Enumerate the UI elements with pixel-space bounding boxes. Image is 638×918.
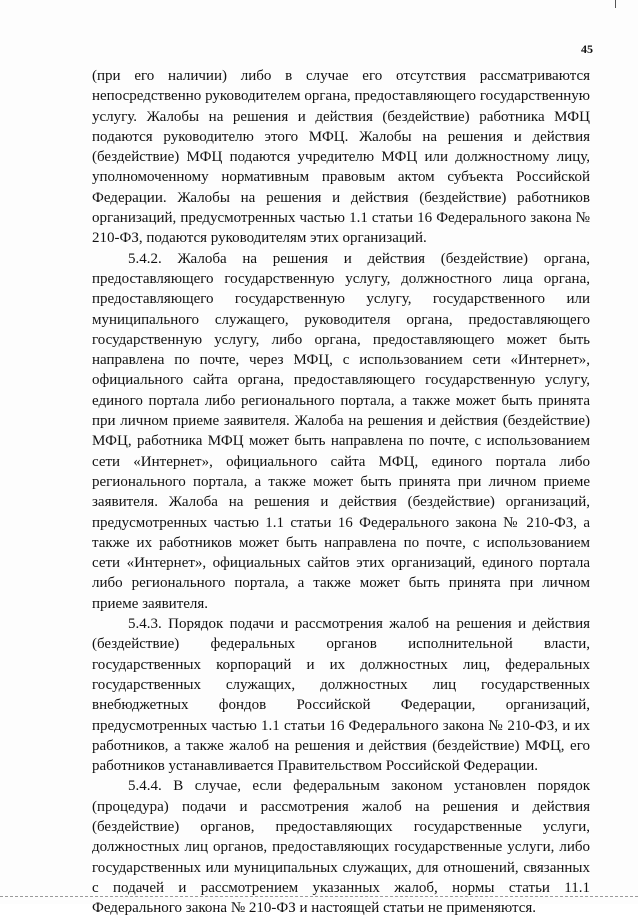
document-body [92, 66, 590, 918]
page-number: 45 [581, 42, 593, 56]
paragraph-5-4-2: 5.4.2. Жалоба на решения и действия (бездействие) органа, предоставляющего государственную услугу, должностного лица органа, предоставляющего государственную услугу, государственного или муниципального служащего, руководителя органа, предоставляющего государственную услугу, либо органа, предоставляющего может быть направлена по почте, через МФЦ, с использованием сети «Интернет», официального сайта органа, предоставляющего государственную услугу, единого портала либо регионального портала, а также может быть принята при личном приеме заявителя. Жалоба на решения и действия (бездействие) МФЦ, работника МФЦ может быть направлена по почте, с использованием сети «Интернет», официального сайта МФЦ, единого портала либо регионального портала, а также может быть принята при личном приеме заявителя. Жалоба на решения и действия (бездействие) организаций, предусмотренных частью 1.1 статьи 16 Федерального закона № 210-ФЗ, а также их работников может быть направлена по почте, с использованием сети «Интернет», официальных сайтов этих организаций, единого портала либо регионального портала, а также может быть принята при личном приеме заявителя. [92, 250, 590, 612]
paragraph-5-4-3: 5.4.3. Порядок подачи и рассмотрения жалоб на решения и действия (бездействие) федеральных органов исполнительной власти, государственных корпораций и их должностных лиц, федеральных государственных служащих, должностных лиц государственных внебюджетных фондов Российской Федерации, организаций, предусмотренных частью 1.1 статьи 16 Федерального закона № 210-ФЗ, и их работников, а также жалоб на решения и действия (бездействие) МФЦ, его работников устанавливается Правительством Российской Федерации. [92, 616, 590, 775]
paragraph-5-4-4: 5.4.4. В случае, если федеральным законом установлен порядок (процедура) подачи и рассмотрения жалоб на решения и действия (бездействие) органов, предоставляющих государственные услуги, должностных лиц органов, предоставляющих государственные услуги, либо государственных или муниципальных служащих, для отношений, связанных с подачей и рассмотрением указанных жалоб, нормы статьи 11.1 Федерального закона № 210-ФЗ и настоящей статьи не применяются. [92, 778, 590, 917]
scan-edge-mark [615, 0, 616, 8]
scan-bottom-edge [0, 896, 638, 898]
paragraph-continuation: (при его наличии) либо в случае его отсутствия рассматриваются непосредственно руководителем органа, предоставляющего государственную услугу. Жалобы на решения и действия (бездействие) работника МФЦ подаются руководителю этого МФЦ. Жалобы на решения и действия (бездействие) МФЦ подаются учредителю МФЦ или должностному лицу, уполномоченному нормативным правовым актом субъекта Российской Федерации. Жалобы на решения и действия (бездействие) работников организаций, предусмотренных частью 1.1 статьи 16 Федерального закона № 210-ФЗ, подаются руководителям этих организаций. [92, 68, 590, 247]
